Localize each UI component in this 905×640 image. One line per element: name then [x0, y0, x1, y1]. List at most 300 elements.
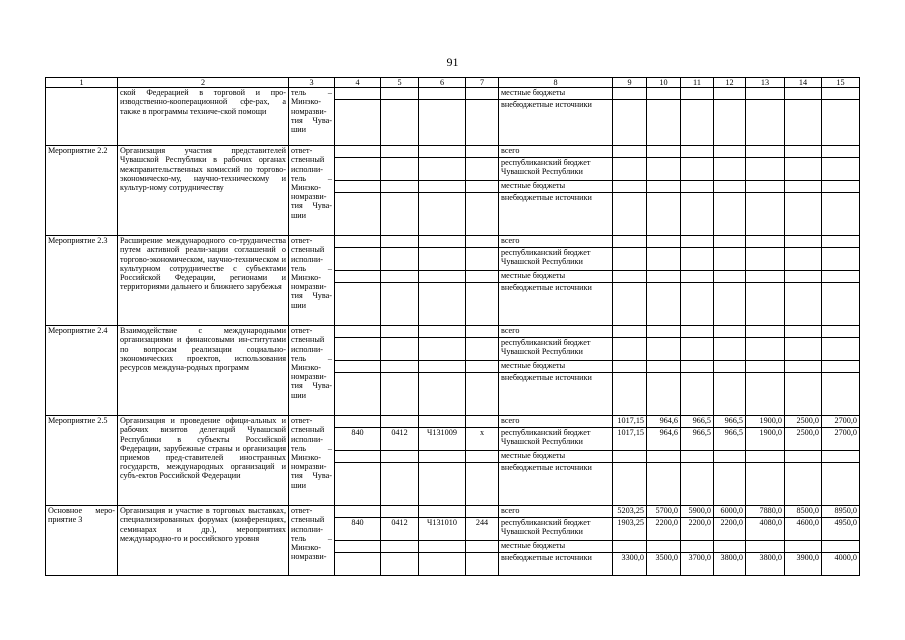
funding-source: республиканский бюджет Чувашской Республики	[499, 338, 613, 361]
budget-code-cell: 840	[335, 518, 381, 541]
year-value	[714, 100, 746, 146]
budget-code-cell	[419, 361, 466, 373]
year-value	[613, 463, 647, 506]
year-value	[785, 100, 822, 146]
year-value: 2500,0	[785, 416, 822, 428]
year-value: 4080,0	[746, 518, 785, 541]
year-value	[714, 541, 746, 553]
year-value	[746, 283, 785, 326]
funding-source: местные бюджеты	[499, 271, 613, 283]
year-value: 2700,0	[822, 416, 860, 428]
year-value	[681, 283, 714, 326]
year-value: 966,5	[681, 428, 714, 451]
year-value	[746, 248, 785, 271]
budget-code-cell	[335, 193, 381, 236]
year-value	[746, 451, 785, 463]
column-number-5: 5	[381, 78, 419, 88]
column-number-14: 14	[785, 78, 822, 88]
funding-source: всего	[499, 146, 613, 158]
table-row	[46, 146, 860, 158]
year-value	[822, 248, 860, 271]
funding-source: внебюджетные источники	[499, 463, 613, 506]
year-value	[714, 271, 746, 283]
funding-source: местные бюджеты	[499, 88, 613, 100]
funding-source: внебюджетные источники	[499, 193, 613, 236]
year-value: 2200,0	[647, 518, 681, 541]
column-number-7: 7	[466, 78, 499, 88]
year-value	[822, 181, 860, 193]
year-value: 2200,0	[714, 518, 746, 541]
year-value: 3300,0	[613, 553, 647, 576]
responsible-executor: ответ-ственный исполни-тель – Минэко-номразви-тия Чува-шии	[289, 326, 335, 416]
funding-source: местные бюджеты	[499, 181, 613, 193]
year-value: 3800,0	[746, 553, 785, 576]
year-value	[681, 248, 714, 271]
year-value	[714, 88, 746, 100]
budget-code-cell: x	[466, 428, 499, 451]
year-value	[822, 193, 860, 236]
year-value	[613, 373, 647, 416]
year-value	[613, 326, 647, 338]
budget-code-cell	[335, 248, 381, 271]
column-number-1: 1	[46, 78, 118, 88]
year-value: 5700,0	[647, 506, 681, 518]
budget-code-cell	[466, 271, 499, 283]
year-value: 1903,25	[613, 518, 647, 541]
year-value: 1017,15	[613, 416, 647, 428]
column-number-2: 2	[118, 78, 289, 88]
year-value	[681, 146, 714, 158]
year-value	[714, 193, 746, 236]
year-value	[613, 181, 647, 193]
year-value	[746, 100, 785, 146]
year-value	[785, 158, 822, 181]
budget-code-cell	[335, 100, 381, 146]
budget-code-cell	[335, 361, 381, 373]
year-value	[647, 373, 681, 416]
year-value	[647, 181, 681, 193]
budget-code-cell	[381, 271, 419, 283]
year-value: 8950,0	[822, 506, 860, 518]
year-value	[714, 451, 746, 463]
year-value	[785, 236, 822, 248]
year-value	[681, 541, 714, 553]
year-value: 4600,0	[785, 518, 822, 541]
budget-code-cell	[419, 541, 466, 553]
year-value	[714, 146, 746, 158]
budget-code-cell	[381, 193, 419, 236]
year-value	[785, 283, 822, 326]
budget-code-cell	[466, 236, 499, 248]
funding-source: местные бюджеты	[499, 361, 613, 373]
responsible-executor: ответ-ственный исполни-тель – Минэко-номразви-тия Чува-шии	[289, 416, 335, 506]
year-value: 7880,0	[746, 506, 785, 518]
responsible-executor: ответ-ственный исполни-тель – Минэко-номразви-тия Чува-шии	[289, 146, 335, 236]
event-title: Взаимодействие с международными организациями и финансовыми ин-ститутами по вопросам реализации социально-экономических проектов, использования ресурсов междуна-родных программ	[118, 326, 289, 416]
budget-code-cell	[466, 361, 499, 373]
year-value	[785, 248, 822, 271]
budget-code-cell	[381, 506, 419, 518]
year-value	[647, 88, 681, 100]
year-value	[613, 541, 647, 553]
budget-code-cell	[335, 236, 381, 248]
year-value	[681, 463, 714, 506]
budget-code-cell: 0412	[381, 428, 419, 451]
year-value: 3500,0	[647, 553, 681, 576]
funding-source: внебюджетные источники	[499, 373, 613, 416]
year-value	[647, 158, 681, 181]
funding-source: республиканский бюджет Чувашской Республики	[499, 248, 613, 271]
budget-code-cell	[335, 283, 381, 326]
year-value	[681, 193, 714, 236]
year-value	[647, 541, 681, 553]
year-value	[785, 181, 822, 193]
year-value	[613, 361, 647, 373]
year-value	[681, 361, 714, 373]
funding-source: всего	[499, 326, 613, 338]
budget-code-cell	[381, 326, 419, 338]
year-value: 964,6	[647, 428, 681, 451]
year-value: 2200,0	[681, 518, 714, 541]
budget-code-cell	[335, 416, 381, 428]
year-value	[647, 338, 681, 361]
year-value: 5900,0	[681, 506, 714, 518]
year-value	[746, 271, 785, 283]
year-value	[822, 326, 860, 338]
year-value	[647, 283, 681, 326]
responsible-executor: ответ-ственный исполни-тель – Минэко-номразви-тия Чува-шии	[289, 236, 335, 326]
budget-code-cell	[466, 541, 499, 553]
year-value	[681, 88, 714, 100]
year-value: 2700,0	[822, 428, 860, 451]
funding-source: республиканский бюджет Чувашской Республики	[499, 518, 613, 541]
year-value	[785, 146, 822, 158]
year-value	[822, 283, 860, 326]
year-value	[746, 146, 785, 158]
budget-code-cell	[381, 338, 419, 361]
year-value	[714, 181, 746, 193]
budget-code-cell	[335, 326, 381, 338]
year-value	[714, 326, 746, 338]
budget-code-cell	[466, 416, 499, 428]
year-value	[714, 158, 746, 181]
budget-code-cell	[335, 373, 381, 416]
year-value	[785, 193, 822, 236]
event-title: ской Федерацией в торговой и про-изводственно-кооперационной сфе-рах, а также в программы техниче-ской помощи	[118, 88, 289, 146]
year-value	[785, 338, 822, 361]
year-value	[647, 326, 681, 338]
table-row	[46, 416, 860, 428]
year-value	[647, 361, 681, 373]
year-value	[613, 338, 647, 361]
year-value: 1900,0	[746, 428, 785, 451]
year-value	[822, 361, 860, 373]
budget-code-cell: 840	[335, 428, 381, 451]
budget-code-cell	[419, 373, 466, 416]
budget-code-cell	[335, 463, 381, 506]
budget-code-cell	[466, 373, 499, 416]
budget-code-cell	[335, 506, 381, 518]
budget-code-cell	[381, 553, 419, 576]
event-label: Основное меро-приятие 3	[46, 506, 118, 576]
column-number-8: 8	[499, 78, 613, 88]
funding-source: внебюджетные источники	[499, 553, 613, 576]
column-number-11: 11	[681, 78, 714, 88]
year-value	[822, 88, 860, 100]
budget-code-cell: 0412	[381, 518, 419, 541]
budget-code-cell	[466, 88, 499, 100]
year-value	[822, 451, 860, 463]
year-value	[785, 451, 822, 463]
budget-code-cell	[381, 283, 419, 326]
column-number-row	[46, 78, 860, 88]
year-value	[785, 326, 822, 338]
responsible-executor: тель – Минэко-номразви-тия Чува-шии	[289, 88, 335, 146]
budget-code-cell	[419, 463, 466, 506]
event-title: Организация и проведение офици-альных и рабочих визитов делегаций Чувашской Республики в субъекты Российской Федерации, зарубежные страны и организация приемов пред-ставителей иностранных государств, международных организаций и субъ-ектов Российской Федерации	[118, 416, 289, 506]
year-value	[746, 373, 785, 416]
year-value	[746, 541, 785, 553]
year-value	[613, 146, 647, 158]
year-value: 4950,0	[822, 518, 860, 541]
budget-code-cell	[381, 373, 419, 416]
funding-source: всего	[499, 416, 613, 428]
year-value	[681, 181, 714, 193]
budget-code-cell	[335, 181, 381, 193]
budget-code-cell	[381, 541, 419, 553]
funding-source: всего	[499, 236, 613, 248]
year-value	[822, 541, 860, 553]
year-value	[746, 158, 785, 181]
budget-code-cell	[466, 283, 499, 326]
funding-source: местные бюджеты	[499, 451, 613, 463]
budget-code-cell	[419, 553, 466, 576]
event-label: Мероприятие 2.3	[46, 236, 118, 326]
year-value	[746, 463, 785, 506]
year-value	[746, 88, 785, 100]
budget-code-cell	[466, 451, 499, 463]
column-number-6: 6	[419, 78, 466, 88]
year-value	[746, 236, 785, 248]
year-value	[822, 236, 860, 248]
event-label: Мероприятие 2.5	[46, 416, 118, 506]
budget-code-cell	[419, 338, 466, 361]
year-value	[746, 181, 785, 193]
year-value	[681, 100, 714, 146]
column-number-4: 4	[335, 78, 381, 88]
responsible-executor: ответ-ственный исполни-тель – Минэко-номразви-	[289, 506, 335, 576]
budget-code-cell: Ч131010	[419, 518, 466, 541]
year-value	[647, 146, 681, 158]
budget-code-cell	[419, 416, 466, 428]
year-value: 8500,0	[785, 506, 822, 518]
budget-code-cell	[381, 181, 419, 193]
year-value	[681, 236, 714, 248]
budget-code-cell	[419, 181, 466, 193]
year-value	[613, 451, 647, 463]
table-row	[46, 506, 860, 518]
budget-code-cell	[419, 100, 466, 146]
budget-code-cell	[466, 506, 499, 518]
year-value	[681, 451, 714, 463]
year-value	[613, 88, 647, 100]
year-value	[613, 283, 647, 326]
budget-code-cell	[381, 451, 419, 463]
funding-source: местные бюджеты	[499, 541, 613, 553]
year-value	[746, 361, 785, 373]
year-value	[714, 463, 746, 506]
funding-source: внебюджетные источники	[499, 283, 613, 326]
funding-source: республиканский бюджет Чувашской Республики	[499, 428, 613, 451]
year-value	[647, 193, 681, 236]
year-value	[647, 463, 681, 506]
budget-code-cell	[335, 271, 381, 283]
budget-code-cell: 244	[466, 518, 499, 541]
year-value: 3800,0	[714, 553, 746, 576]
year-value	[785, 463, 822, 506]
page-number: 91	[446, 55, 459, 69]
budget-code-cell	[419, 326, 466, 338]
budget-code-cell	[419, 283, 466, 326]
column-number-10: 10	[647, 78, 681, 88]
budget-code-cell	[466, 553, 499, 576]
budget-table	[45, 77, 860, 576]
budget-code-cell	[466, 248, 499, 271]
year-value: 966,5	[681, 416, 714, 428]
budget-code-cell	[381, 146, 419, 158]
budget-code-cell	[466, 463, 499, 506]
budget-code-cell	[419, 158, 466, 181]
event-title: Организация и участие в торговых выставках, специализированных форумах (конференциях, семинарах и др.), мероприятиях международно-го и российского уровня	[118, 506, 289, 576]
year-value	[822, 100, 860, 146]
budget-code-cell: Ч131009	[419, 428, 466, 451]
year-value	[714, 283, 746, 326]
column-number-12: 12	[714, 78, 746, 88]
budget-code-cell	[335, 541, 381, 553]
year-value	[681, 373, 714, 416]
year-value	[613, 248, 647, 271]
year-value	[785, 373, 822, 416]
year-value: 4000,0	[822, 553, 860, 576]
budget-code-cell	[466, 158, 499, 181]
year-value	[746, 326, 785, 338]
budget-code-cell	[466, 181, 499, 193]
year-value	[681, 326, 714, 338]
year-value	[822, 158, 860, 181]
year-value	[647, 236, 681, 248]
year-value	[647, 100, 681, 146]
year-value	[714, 338, 746, 361]
year-value	[785, 541, 822, 553]
year-value	[785, 88, 822, 100]
year-value	[681, 271, 714, 283]
budget-code-cell	[419, 88, 466, 100]
budget-code-cell	[419, 451, 466, 463]
budget-code-cell	[419, 146, 466, 158]
year-value	[681, 338, 714, 361]
year-value	[822, 146, 860, 158]
year-value	[613, 271, 647, 283]
table-row	[46, 236, 860, 248]
budget-code-cell	[419, 506, 466, 518]
year-value	[822, 338, 860, 361]
budget-code-cell	[419, 193, 466, 236]
year-value	[613, 193, 647, 236]
year-value	[822, 373, 860, 416]
year-value	[681, 158, 714, 181]
budget-code-cell	[335, 338, 381, 361]
table-row	[46, 326, 860, 338]
budget-code-cell	[419, 271, 466, 283]
budget-code-cell	[466, 338, 499, 361]
year-value	[746, 193, 785, 236]
year-value: 3900,0	[785, 553, 822, 576]
year-value	[714, 361, 746, 373]
year-value: 6000,0	[714, 506, 746, 518]
year-value	[613, 158, 647, 181]
year-value	[714, 236, 746, 248]
year-value	[785, 361, 822, 373]
year-value: 2500,0	[785, 428, 822, 451]
column-number-13: 13	[746, 78, 785, 88]
year-value: 5203,25	[613, 506, 647, 518]
year-value	[822, 271, 860, 283]
event-label: Мероприятие 2.2	[46, 146, 118, 236]
year-value	[785, 271, 822, 283]
column-number-9: 9	[613, 78, 647, 88]
year-value	[746, 338, 785, 361]
event-label	[46, 88, 118, 146]
year-value	[647, 451, 681, 463]
year-value: 1900,0	[746, 416, 785, 428]
event-label: Мероприятие 2.4	[46, 326, 118, 416]
budget-code-cell	[381, 88, 419, 100]
year-value: 3700,0	[681, 553, 714, 576]
budget-code-cell	[381, 158, 419, 181]
year-value: 966,5	[714, 428, 746, 451]
column-number-3: 3	[289, 78, 335, 88]
year-value	[714, 373, 746, 416]
year-value: 964,6	[647, 416, 681, 428]
event-title: Организация участия представителей Чувашской Республики в рабочих органах межправительственных комиссий по торгово-экономическо-му, научно-техническому и культур-ному сотрудничеству	[118, 146, 289, 236]
budget-code-cell	[419, 248, 466, 271]
budget-code-cell	[335, 146, 381, 158]
budget-code-cell	[381, 248, 419, 271]
budget-code-cell	[466, 100, 499, 146]
year-value	[613, 100, 647, 146]
budget-code-cell	[466, 326, 499, 338]
funding-source: всего	[499, 506, 613, 518]
budget-code-cell	[381, 463, 419, 506]
budget-code-cell	[381, 361, 419, 373]
year-value	[613, 236, 647, 248]
funding-source: внебюджетные источники	[499, 100, 613, 146]
budget-code-cell	[335, 88, 381, 100]
budget-code-cell	[466, 193, 499, 236]
budget-code-cell	[335, 451, 381, 463]
year-value	[714, 248, 746, 271]
year-value	[647, 271, 681, 283]
budget-code-cell	[381, 236, 419, 248]
year-value: 966,5	[714, 416, 746, 428]
funding-source: республиканский бюджет Чувашской Республики	[499, 158, 613, 181]
event-title: Расширение международного со-трудничества путем активной реали-зации соглашений о торгово-экономическом, научно-техническом и культурном сотрудничестве с субъектами Российской Федерации, регионами и территориями дальнего и ближнего зарубежья	[118, 236, 289, 326]
budget-code-cell	[335, 553, 381, 576]
budget-code-cell	[419, 236, 466, 248]
budget-code-cell	[335, 158, 381, 181]
table-row	[46, 88, 860, 100]
budget-code-cell	[466, 146, 499, 158]
